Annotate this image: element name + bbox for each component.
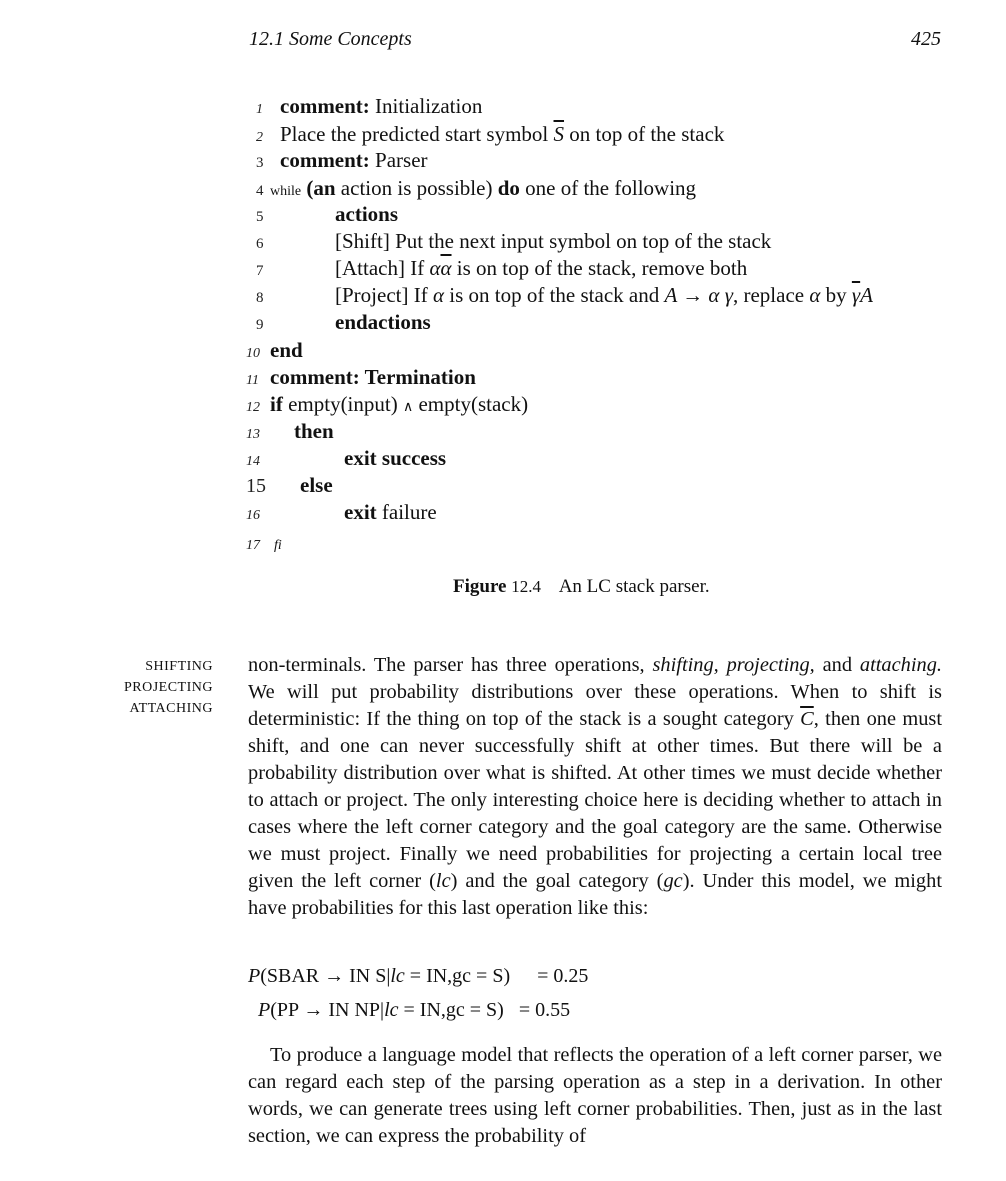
- algo-line-9: 9 endactions: [256, 310, 431, 334]
- algo-line-4: 4 while (an action is possible) do one of the following: [256, 176, 697, 200]
- algo-line-11: 11 comment: Termination: [246, 365, 476, 389]
- equation-1: P(SBAR → IN S|lc = IN,gc = S) = 0.25: [248, 965, 589, 987]
- margin-term-shifting: SHIFTING: [145, 659, 213, 674]
- algo-line-15: 15 else: [246, 473, 333, 497]
- figure-caption: [453, 576, 710, 598]
- equation-2: P(PP → IN NP|lc = IN,gc = S) = 0.55: [258, 999, 571, 1021]
- body-paragraph-1: non-terminals. The parser has three operations, shifting, projecting, and attaching. We will put probability distributions over these operations. When to shift is deterministic: If the thing on top of the stack is a sought category $\overline{C}$, then one must shift, and one can never successfully shift at other times. But there will be a probability distribution over what is shifted. At other times we must decide whether to attach or project. The only interesting choice here is deciding whether to attach in cases where the left corner category and the goal category are the same. Otherwise we must project. Finally we need probabilities for projecting a certain local tree given the left corner (lc) and the goal category (gc). Under this model, we might have probabilities for this last operation like this:: [248, 654, 943, 919]
- algo-line-8: 8 [Project] If α is on top of the stack and A → α γ, replace α by $\overline{\gamma}A$: [256, 283, 873, 307]
- figure-label: Figure: [453, 576, 507, 597]
- algo-line-12: 12 if empty(input) ∧ empty(stack): [246, 392, 529, 416]
- algo-line-3: 3 comment: Parser: [256, 148, 428, 172]
- algo-line-14: 14 exit success: [246, 446, 447, 470]
- algo-line-13: 13 then: [246, 419, 334, 443]
- running-head: 12.1 Some Concepts: [249, 28, 412, 50]
- page-number: 425: [911, 28, 941, 50]
- algo-line-16: 16 exit failure: [246, 500, 437, 524]
- algo-line-6: 6 [Shift] Put the next input symbol on top of the stack: [256, 229, 772, 253]
- figure-number: 12.4: [511, 577, 541, 596]
- margin-term-projecting: PROJECTING: [123, 680, 213, 695]
- algo-line-5: 5 actions: [256, 202, 398, 226]
- algo-line-7: 7 [Attach] If $\alpha\overline{\alpha}$ is on top of the stack, remove both: [256, 256, 748, 280]
- margin-term-attaching: ATTACHING: [129, 701, 213, 716]
- algo-line-2: 2 Place the predicted start symbol $\overline{S}$ on top of the stack: [256, 122, 725, 146]
- algo-line-1: 1 comment: Initialization: [256, 94, 483, 118]
- figure-caption-text: An LC stack parser.: [558, 576, 710, 597]
- body-paragraph-2: To produce a language model that reflects the operation of a left corner parser, we can regard each step of the parsing operation as a step in a derivation. In other words, we can generate trees using left corner probabilities. Then, just as in the last section, we can express the probability of: [248, 1044, 942, 1147]
- algo-line-17: 17 fi: [246, 538, 282, 553]
- algo-line-10: 10 end: [246, 338, 303, 362]
